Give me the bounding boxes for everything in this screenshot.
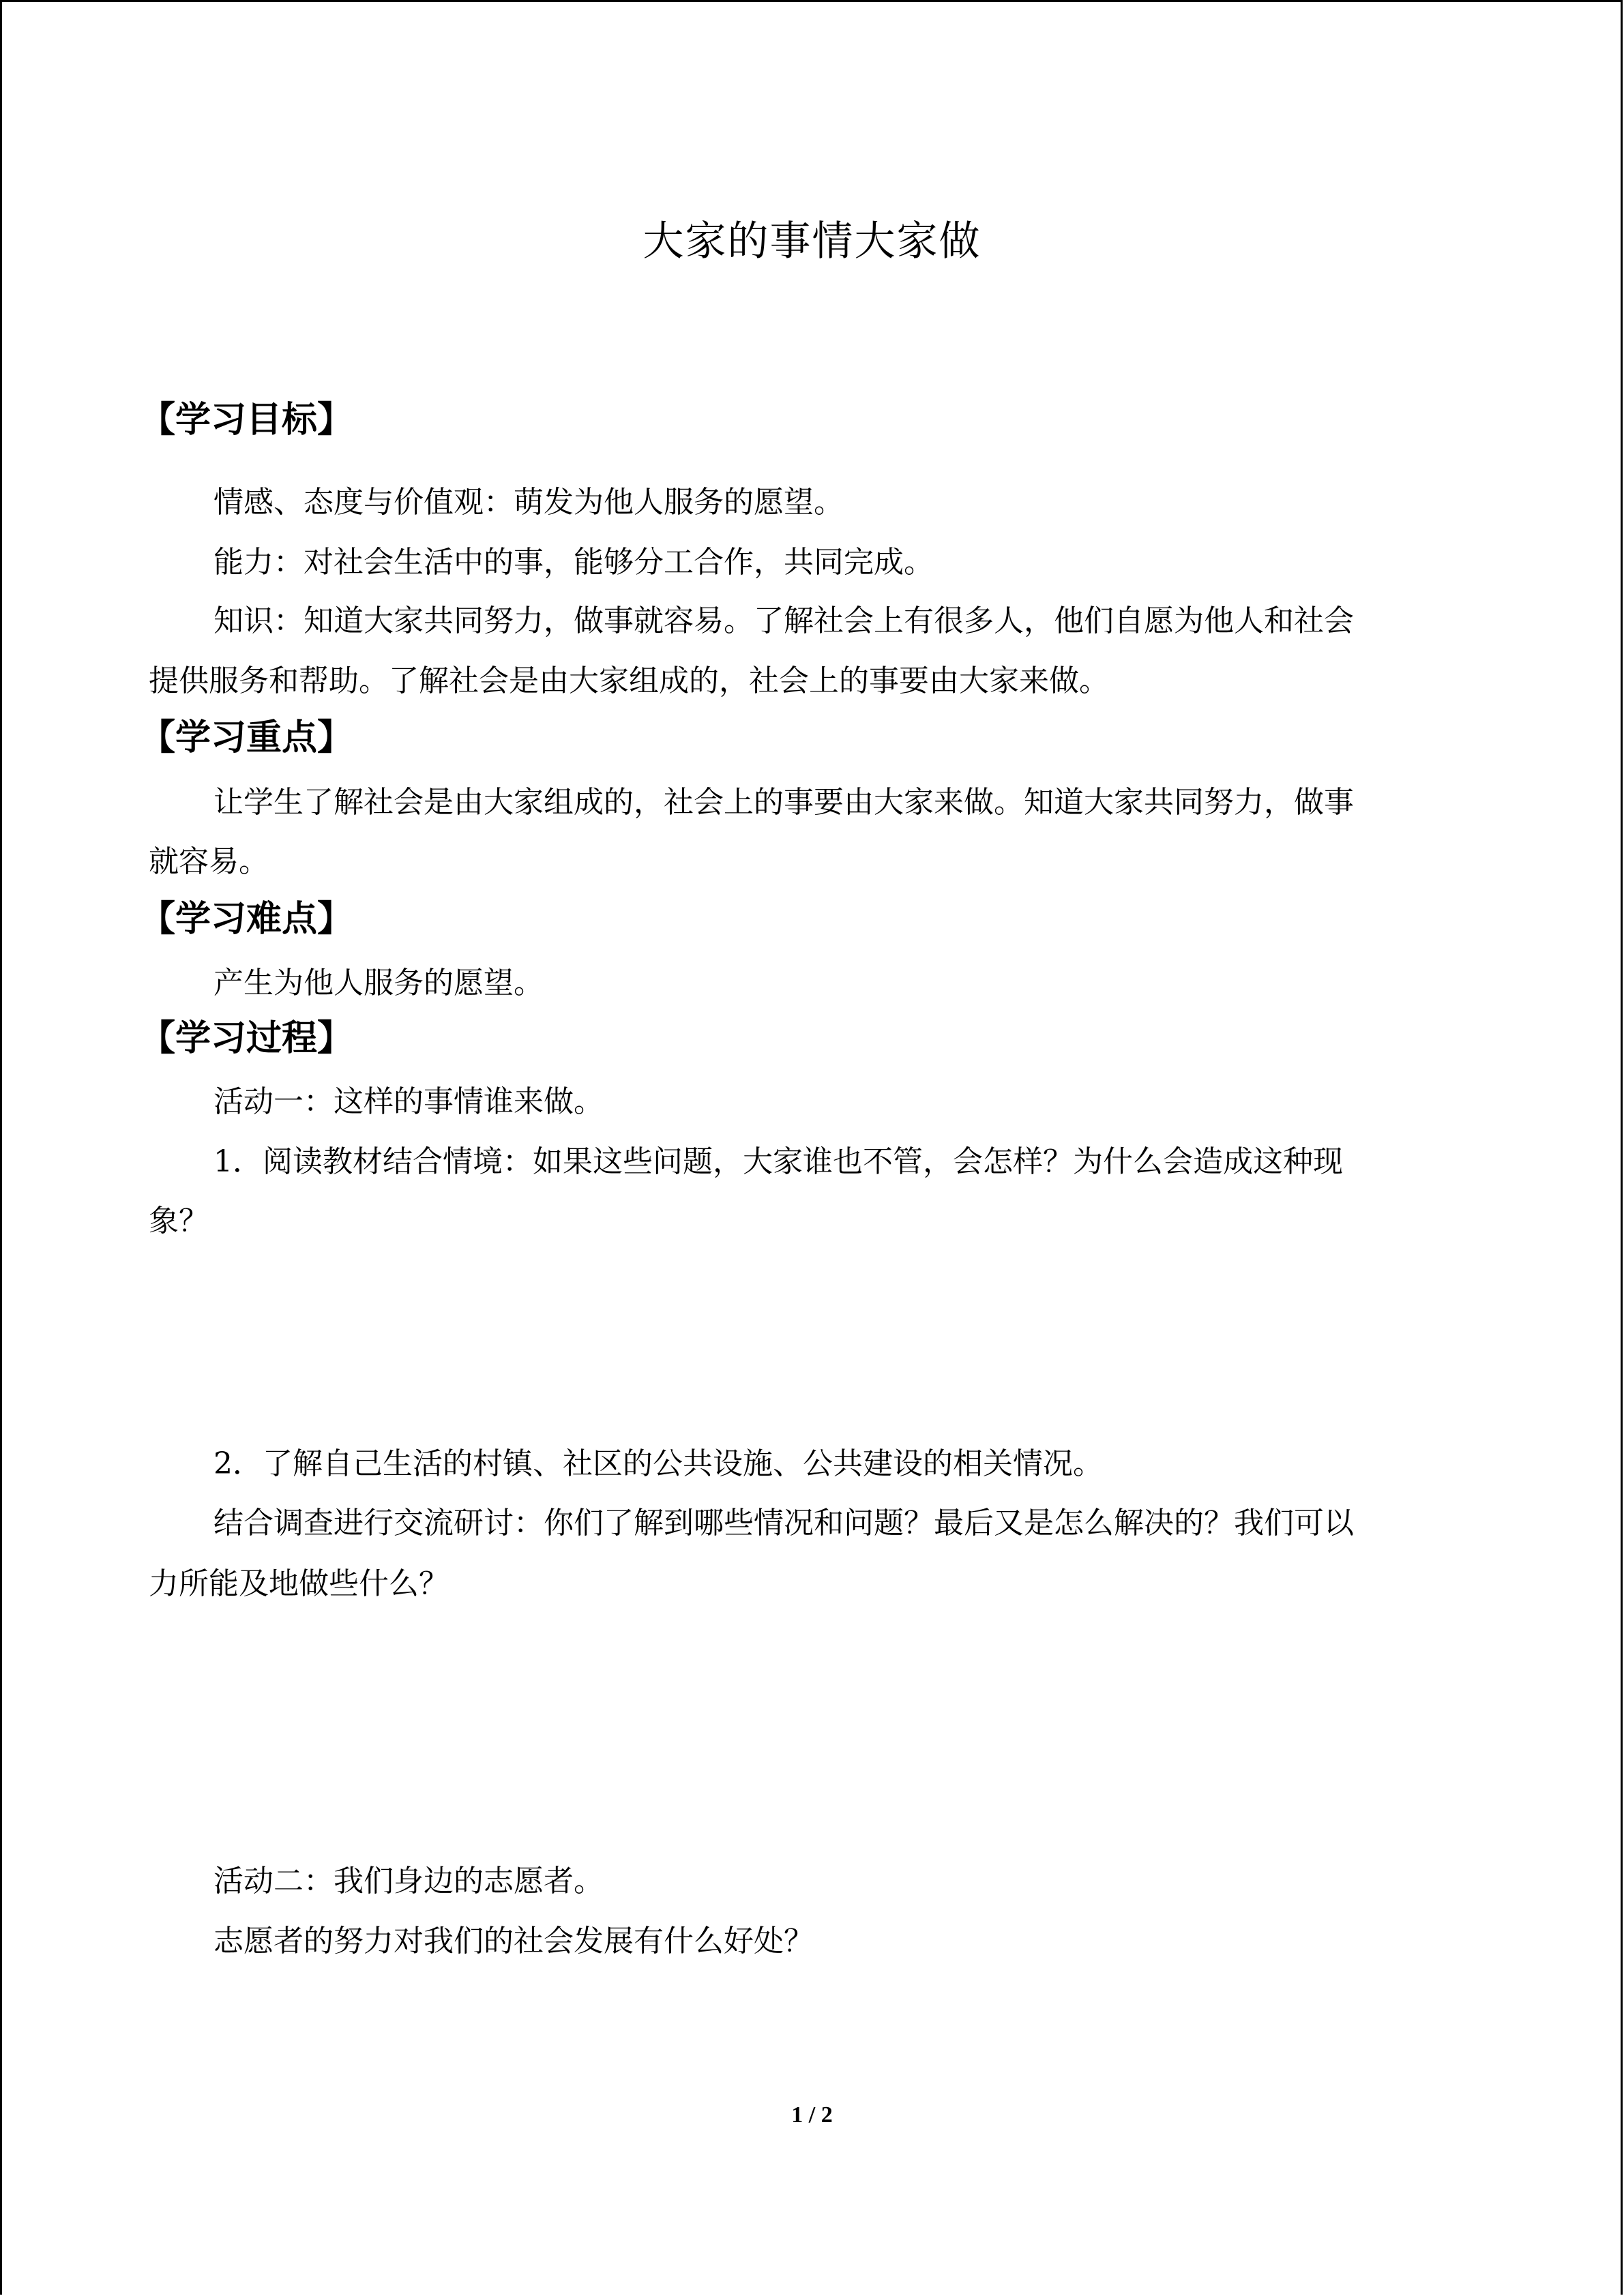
section-heading-difficulties: 【学习难点】 [140,899,353,940]
activity-one-title: 活动一：这样的事情谁来做。 [213,1084,604,1119]
key-points-line-2: 就容易。 [149,844,269,879]
question-3-line-2: 力所能及地做些什么？ [149,1566,449,1601]
goals-line-4: 提供服务和帮助。了解社会是由大家组成的，社会上的事要由大家来做。 [149,664,1109,698]
difficulties-line-1: 产生为他人服务的愿望。 [213,966,544,1000]
key-points-line-1: 让学生了解社会是由大家组成的，社会上的事要由大家来做。知道大家共同努力，做事 [213,785,1354,820]
question-1-line-1: 1．阅读教材结合情境：如果这些问题，大家谁也不管，会怎样？为什么会造成这种现 [213,1144,1343,1179]
question-3-line-1: 结合调查进行交流研讨：你们了解到哪些情况和问题？最后又是怎么解决的？我们可以 [213,1506,1354,1540]
goals-line-3: 知识：知道大家共同努力，做事就容易。了解社会上有很多人，他们自愿为他人和社会 [213,603,1354,638]
activity-two-title: 活动二：我们身边的志愿者。 [213,1864,604,1898]
question-4: 志愿者的努力对我们的社会发展有什么好处？ [213,1924,814,1958]
section-heading-process: 【学习过程】 [140,1018,353,1059]
section-heading-goals: 【学习目标】 [140,400,353,441]
goals-line-1: 情感、态度与价值观：萌发为他人服务的愿望。 [213,485,844,520]
goals-line-2: 能力：对社会生活中的事，能够分工合作，共同完成。 [213,545,934,580]
section-heading-key-points: 【学习重点】 [140,717,353,758]
question-2: 2．了解自己生活的村镇、社区的公共设施、公共建设的相关情况。 [213,1446,1103,1481]
page-number: 1 / 2 [791,2102,833,2128]
question-1-line-2: 象？ [149,1204,209,1238]
document-title: 大家的事情大家做 [643,218,981,265]
